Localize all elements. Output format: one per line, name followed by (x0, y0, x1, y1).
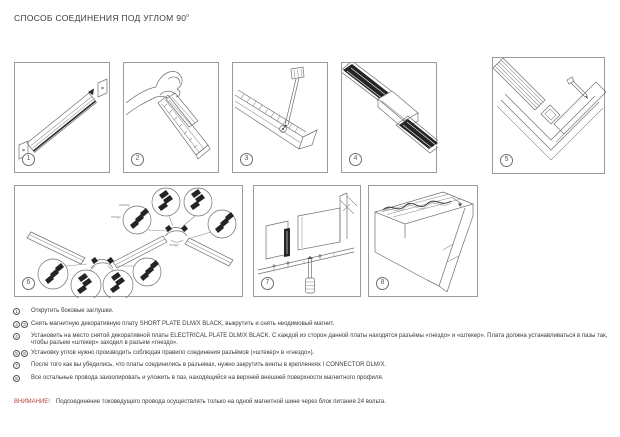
label-socket: гнездо (111, 215, 121, 219)
panel-step-8 (368, 185, 478, 297)
callout-socket-detail-3 (123, 206, 167, 234)
callout-plug-detail (71, 266, 101, 298)
warning-text: Подсоединение токоведущего провода осуществлять только на одной магнитной шине через блок питания 24 вольта. (55, 399, 386, 405)
corner-profile-edge (340, 193, 357, 242)
corner-connector-right (165, 225, 188, 242)
callout-plug-detail-3 (152, 188, 180, 226)
page-title (14, 13, 189, 23)
callout-plug-detail-2 (103, 266, 133, 298)
panel-step-7 (253, 185, 361, 297)
left-plate (266, 221, 290, 259)
screw-pin-icon (567, 77, 588, 99)
panel-step-1 (14, 62, 110, 173)
panel-number-badge: 5 (500, 154, 513, 167)
mounting-rail (258, 248, 354, 274)
callout-plug-detail-4 (183, 188, 212, 226)
striped-profile-right (554, 82, 606, 142)
step-marker: 3 (21, 321, 28, 328)
striped-profile-left (493, 58, 545, 110)
step-text: Установку углов нужно производить соблюдая правило соединения разъёмов («штекер» в «гнездо»). (31, 349, 315, 356)
magnet-mark (88, 89, 94, 96)
page-title-superscript: 0 (186, 13, 190, 18)
end-cap-right (98, 79, 107, 97)
step-marker: 2 (13, 321, 20, 328)
panel-number-badge: 4 (349, 153, 362, 166)
panel-number-badge: 3 (240, 153, 253, 166)
step-text: Установить на место снятой декоративной платы ELECTRICAL PLATE DLM/X BLACK. С каждой из сторон данной платы находятся разъёмы «гнездо» и «штекер». Плата должна устанавливаться в пазы так, чтобы разъем «штекер» заходил в разъем «гнездо». (31, 333, 608, 347)
label-socket-2: гнездо (169, 243, 179, 247)
panel-number-badge: 7 (261, 277, 274, 290)
step-text: Все остальные провода заизолировать и уложить в паз, находящийся на верхней внешней поверхности магнитного профиля. (31, 374, 384, 381)
warning-row (14, 399, 386, 406)
panel-step-5 (492, 57, 605, 174)
panel-number-badge: 2 (131, 153, 144, 166)
profile-beams (27, 232, 233, 268)
step-row-8 (13, 375, 612, 382)
panel-step-3 (232, 62, 328, 173)
panel-step-2 (123, 62, 219, 173)
step-marker: 1 (13, 308, 20, 315)
step-text: Снять магнитную декоративную плату SHORT PLATE DLM/X BLACK, выкрутить и снять неодимовый магнит. (31, 320, 335, 327)
step-row-7 (13, 362, 612, 369)
right-plate (298, 208, 340, 250)
step-text: После того как вы убедились, что платы соединились в разъемах, нужно закрутить винты в креплениях I CONNECTOR DLM/X. (31, 362, 387, 368)
plate (235, 90, 317, 149)
panel-number-badge: 6 (22, 277, 35, 290)
step-marker: 8 (13, 375, 20, 382)
step-row-4 (13, 333, 612, 348)
illustration-connector-rule (15, 186, 244, 298)
warning-label: ВНИМАНИЕ! (14, 399, 50, 405)
step-row-5-6 (13, 350, 612, 357)
step-marker: 5 (13, 350, 20, 357)
screwdriver-icon (283, 67, 304, 129)
step-marker: 4 (13, 333, 20, 340)
callout-socket-detail-4 (191, 210, 236, 238)
channel-profile (158, 95, 210, 159)
step-row-1 (13, 308, 612, 315)
step-row-2-3 (13, 321, 612, 328)
label-plug: штекер (119, 203, 130, 207)
panel-step-4 (341, 62, 437, 173)
panel-number-badge: 1 (22, 153, 35, 166)
panel-number-badge: 8 (376, 277, 389, 290)
step-marker: 7 (13, 362, 20, 369)
step-text: Открутить боковые заглушки. (31, 308, 114, 314)
panel-step-6 (14, 185, 243, 297)
page-title-text: СПОСОБ СОЕДИНЕНИЯ ПОД УГЛОМ 90 (14, 13, 187, 23)
step-marker: 6 (21, 350, 28, 357)
corner-profile-body (497, 94, 603, 160)
